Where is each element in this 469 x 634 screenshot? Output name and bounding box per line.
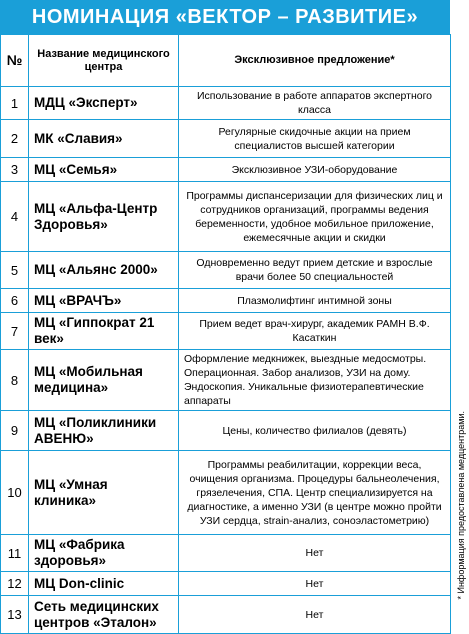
table-header-row — [1, 35, 451, 87]
exclusive-offer: Программы диспансеризации для физических лиц и сотрудников организаций, программы ведения беременности, удобное мобильное приложение, ежемесячные акции и скидки — [179, 182, 451, 252]
exclusive-offer: Одновременно ведут прием детские и взрослые врачи более 50 специальностей — [179, 252, 451, 289]
table-row — [1, 572, 451, 596]
row-number: 3 — [1, 158, 29, 182]
center-name: МЦ «Поликлиники АВЕНЮ» — [29, 411, 179, 451]
table-row — [1, 411, 451, 451]
row-number: 9 — [1, 411, 29, 451]
center-name: Сеть медицинских центров «Эталон» — [29, 596, 179, 634]
exclusive-offer: Программы реабилитации, коррекции веса, очищения организма. Процедуры бальнеолечения, грязелечения, СПА. Центр специализируется на диагностике, а именно УЗИ (в центре можно пройти УЗИ сердца, strain-анализ, соноэластометрию) — [179, 451, 451, 535]
row-number: 7 — [1, 313, 29, 350]
exclusive-offer: Нет — [179, 596, 451, 634]
table-row — [1, 289, 451, 313]
row-number: 11 — [1, 535, 29, 572]
center-name: МК «Славия» — [29, 120, 179, 158]
table-row — [1, 451, 451, 535]
table-row — [1, 87, 451, 120]
exclusive-offer: Нет — [179, 572, 451, 596]
center-name: МЦ «Умная клиника» — [29, 451, 179, 535]
exclusive-offer: Прием ведет врач-хирург, академик РАМН В.Ф. Касаткин — [179, 313, 451, 350]
exclusive-offer: Плазмолифтинг интимной зоны — [179, 289, 451, 313]
center-name: МЦ «ВРАЧЪ» — [29, 289, 179, 313]
header-number: № — [1, 35, 29, 87]
table-row — [1, 596, 451, 634]
nomination-table — [0, 34, 451, 634]
row-number: 6 — [1, 289, 29, 313]
center-name: МЦ «Фабрика здоровья» — [29, 535, 179, 572]
center-name: МЦ «Гиппократ 21 век» — [29, 313, 179, 350]
header-center-name: Название медицинского центра — [29, 35, 179, 87]
center-name: МЦ «Семья» — [29, 158, 179, 182]
center-name: МЦ «Альянс 2000» — [29, 252, 179, 289]
exclusive-offer: Эксклюзивное УЗИ-оборудование — [179, 158, 451, 182]
table-row — [1, 252, 451, 289]
row-number: 13 — [1, 596, 29, 634]
center-name: МДЦ «Эксперт» — [29, 87, 179, 120]
footnote-text: * Информация предоставлена медцентрами. — [455, 411, 466, 600]
center-name: МЦ «Мобильная медицина» — [29, 350, 179, 411]
table-row — [1, 350, 451, 411]
row-number: 4 — [1, 182, 29, 252]
exclusive-offer: Использование в работе аппаратов экспертного класса — [179, 87, 451, 120]
table-row — [1, 313, 451, 350]
table-row — [1, 158, 451, 182]
nomination-title: НОМИНАЦИЯ «ВЕКТОР – РАЗВИТИЕ» — [0, 0, 450, 34]
center-name: МЦ Don-clinic — [29, 572, 179, 596]
table-row — [1, 120, 451, 158]
row-number: 1 — [1, 87, 29, 120]
row-number: 2 — [1, 120, 29, 158]
row-number: 8 — [1, 350, 29, 411]
header-exclusive-offer: Эксклюзивное предложение* — [179, 35, 451, 87]
row-number: 5 — [1, 252, 29, 289]
exclusive-offer: Оформление медкнижек, выездные медосмотры. Операционная. Забор анализов, УЗИ на дому. Эндоскопия. Уникальные физиотерапевтические аппараты — [179, 350, 451, 411]
row-number: 12 — [1, 572, 29, 596]
exclusive-offer: Регулярные скидочные акции на прием специалистов высшей категории — [179, 120, 451, 158]
exclusive-offer: Нет — [179, 535, 451, 572]
center-name: МЦ «Альфа-Центр Здоровья» — [29, 182, 179, 252]
footnote-vertical — [452, 300, 469, 600]
table-row — [1, 182, 451, 252]
row-number: 10 — [1, 451, 29, 535]
table-row — [1, 535, 451, 572]
exclusive-offer: Цены, количество филиалов (девять) — [179, 411, 451, 451]
